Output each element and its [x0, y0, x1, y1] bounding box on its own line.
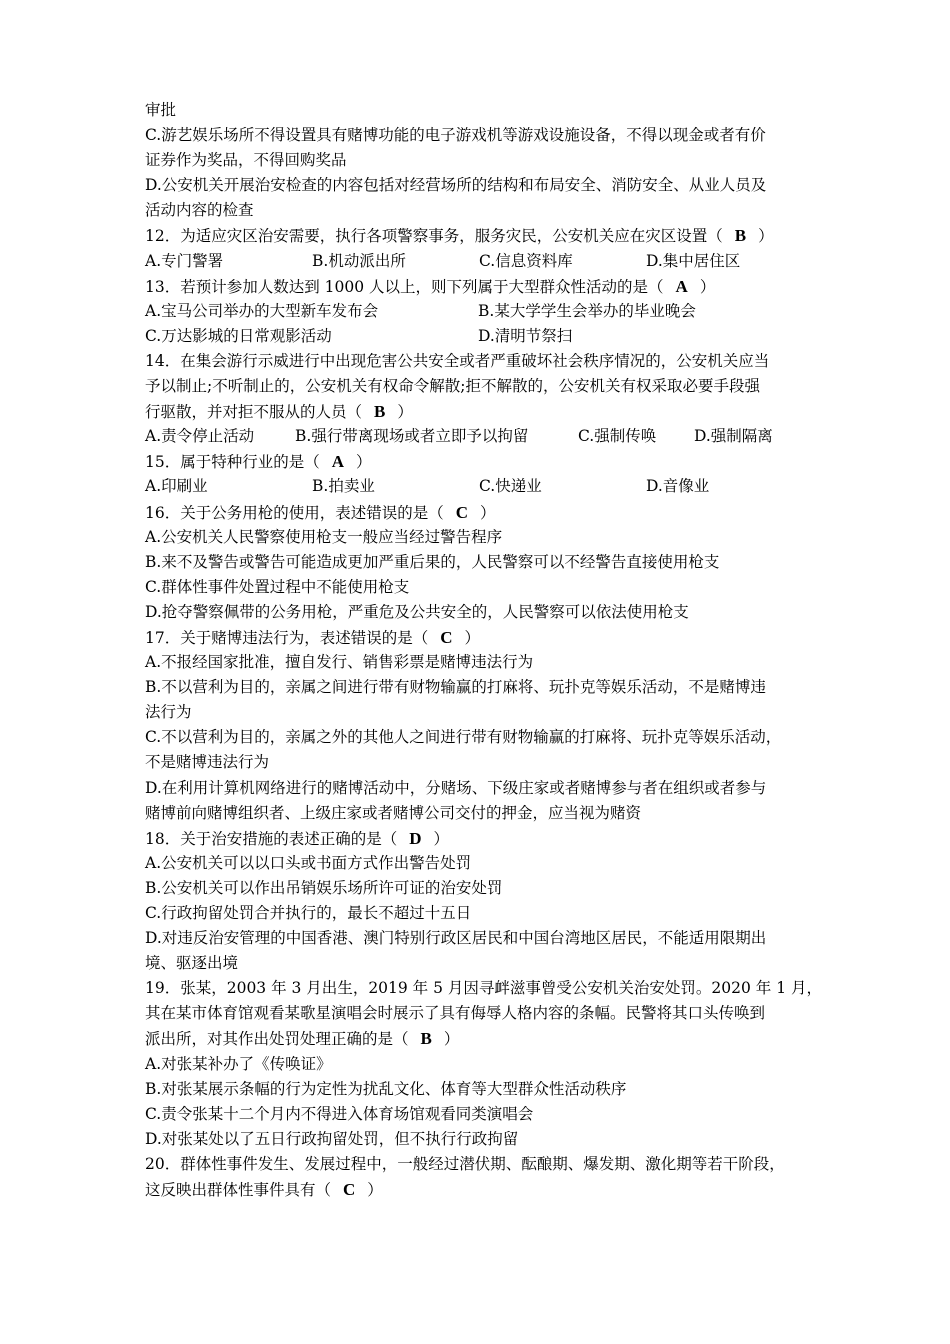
option-line: D.对张某处以了五日行政拘留处罚，但不执行行政拘留	[145, 1129, 519, 1148]
question-13	[145, 274, 815, 299]
option: C.万达影城的日常观影活动	[145, 326, 332, 345]
question-stem: 这反映出群体性事件具有（	[145, 1181, 332, 1200]
text-line: 审批	[145, 101, 177, 119]
option-line: B.对张某展示条幅的行为定性为扰乱文化、体育等大型群众性活动秩序	[145, 1079, 627, 1098]
text-line: D.公安机关开展治安检查的内容包括对经营场所的结构和布局安全、消防安全、从业人员及	[145, 176, 767, 195]
option: C.信息资料库	[479, 251, 573, 270]
question-19-line: 19．张某，2003 年 3 月出生，2019 年 5 月因寻衅滋事曾受公安机关治安处罚。2020 年 1 月，	[145, 979, 822, 998]
option: D.音像业	[646, 477, 710, 496]
question-stem: 行驱散，并对拒不服从的人员（	[145, 403, 363, 422]
option: D.集中居住区	[646, 251, 741, 270]
option-line: A.公安机关可以以口头或书面方式作出警告处罚	[145, 853, 472, 872]
close-paren: ）	[443, 1030, 460, 1049]
option: B.机动派出所	[312, 251, 406, 270]
answer-mark: A	[675, 276, 688, 296]
document-page	[145, 98, 822, 1202]
option-line: 赌博前向赌博组织者、上级庄家或者赌博公司交付的押金，应当视为赌资	[145, 803, 642, 822]
option: D.强制隔离	[694, 427, 773, 446]
question-19	[145, 1026, 815, 1051]
question-18	[145, 826, 815, 851]
option: B.某大学学生会举办的毕业晚会	[478, 301, 696, 320]
option: A.印刷业	[145, 477, 208, 496]
answer-mark: C	[343, 1180, 356, 1200]
option-line: C.不以营利为目的，亲属之外的其他人之间进行带有财物输赢的打麻将、玩扑克等娱乐活动，	[145, 728, 782, 747]
answer-mark: C	[455, 502, 469, 522]
question-19-line: 其在某市体育馆观看某歌星演唱会时展示了具有侮辱人格内容的条幅。民警将其口头传唤到	[145, 1004, 766, 1023]
option: B.拍卖业	[312, 477, 375, 496]
option-line: D.对违反治安管理的中国香港、澳门特别行政区居民和中国台湾地区居民，不能适用限期出	[145, 929, 767, 948]
option: A.专门警署	[145, 251, 224, 270]
close-paren: ）	[356, 453, 372, 472]
question-12	[145, 223, 815, 248]
close-paren: ）	[433, 829, 450, 848]
question-stem: 18．关于治安措施的表述正确的是（	[145, 829, 398, 848]
answer-mark: D	[409, 828, 422, 848]
question-14	[145, 399, 815, 424]
question-14-line: 14．在集会游行示威进行中出现危害公共安全或者严重破坏社会秩序情况的，公安机关应当	[145, 351, 770, 370]
option-line: C.责令张某十二个月内不得进入体育场馆观看同类演唱会	[145, 1104, 534, 1123]
option: C.强制传唤	[578, 427, 657, 446]
question-stem: 12．为适应灾区治安需要，执行各项警察事务，服务灾民，公安机关应在灾区设置（	[145, 227, 723, 246]
close-paren: ）	[397, 403, 413, 422]
options-row	[145, 424, 815, 449]
question-stem: 17．关于赌博违法行为，表述错误的是（	[145, 628, 429, 647]
option: B.来不及警告或警告可能造成更加严重后果的，人民警察可以不经警告直接使用枪支	[145, 552, 720, 571]
question-15	[145, 449, 815, 474]
close-paren: ）	[758, 227, 774, 246]
close-paren: ）	[480, 503, 496, 522]
question-stem: 派出所，对其作出处罚处理正确的是（	[145, 1030, 409, 1049]
answer-mark: C	[440, 627, 453, 647]
option: D.清明节祭扫	[478, 326, 573, 345]
option: D.抢夺警察佩带的公务用枪，严重危及公共安全的，人民警察可以依法使用枪支	[145, 602, 689, 621]
question-16	[145, 500, 815, 525]
question-14-line: 予以制止;不听制止的，公安机关有权命令解散;拒不解散的，公安机关有权采取必要手段强	[145, 377, 760, 396]
option: C.群体性事件处置过程中不能使用枪支	[145, 577, 410, 596]
option-line: A.不报经国家批准，擅自发行、销售彩票是赌博违法行为	[145, 653, 534, 672]
answer-mark: B	[420, 1029, 432, 1049]
close-paren: ）	[699, 277, 716, 296]
option-line: B.不以营利为目的，亲属之间进行带有财物输赢的打麻将、玩扑克等娱乐活动，不是赌博违	[145, 678, 766, 697]
question-stem: 16．关于公务用枪的使用，表述错误的是（	[145, 503, 444, 522]
answer-mark: B	[374, 402, 386, 422]
option: A.公安机关人民警察使用枪支一般应当经过警告程序	[145, 527, 503, 546]
options-row	[145, 299, 815, 324]
question-stem: 13．若预计参加人数达到 1000 人以上，则下列属于大型群众性活动的是（	[145, 277, 664, 296]
option-line: 境、驱逐出境	[145, 954, 239, 973]
option-line: A.对张某补办了《传唤证》	[145, 1054, 332, 1073]
text-line: 活动内容的检查	[145, 201, 254, 220]
question-20	[145, 1177, 815, 1202]
answer-mark: A	[331, 452, 345, 472]
text-line: 证券作为奖品，不得回购奖品	[145, 151, 347, 170]
option: A.责令停止活动	[145, 427, 255, 446]
question-stem: 15．属于特种行业的是（	[145, 453, 320, 472]
option-line: D.在利用计算机网络进行的赌博活动中，分赌场、下级庄家或者赌博参与者在组织或者参与	[145, 778, 767, 797]
option-line: B.公安机关可以作出吊销娱乐场所许可证的治安处罚	[145, 878, 503, 897]
answer-mark: B	[734, 226, 747, 246]
option-line: 法行为	[145, 703, 192, 722]
text-line: C.游艺娱乐场所不得设置具有赌博功能的电子游戏机等游戏设施设备，不得以现金或者有价	[145, 126, 766, 145]
question-20-line: 20．群体性事件发生、发展过程中，一般经过潜伏期、酝酿期、爆发期、激化期等若干阶段，	[145, 1154, 785, 1173]
option-line: C.行政拘留处罚合并执行的，最长不超过十五日	[145, 904, 472, 922]
question-17	[145, 625, 815, 650]
options-row	[145, 324, 815, 349]
option: A.宝马公司举办的大型新车发布会	[145, 301, 379, 320]
option-line: 不是赌博违法行为	[145, 753, 270, 772]
close-paren: ）	[464, 628, 481, 647]
option: B.强行带离现场或者立即予以拘留	[295, 427, 529, 446]
options-row	[145, 474, 815, 499]
option: C.快递业	[479, 477, 542, 496]
options-row	[145, 249, 815, 274]
close-paren: ）	[367, 1181, 383, 1200]
